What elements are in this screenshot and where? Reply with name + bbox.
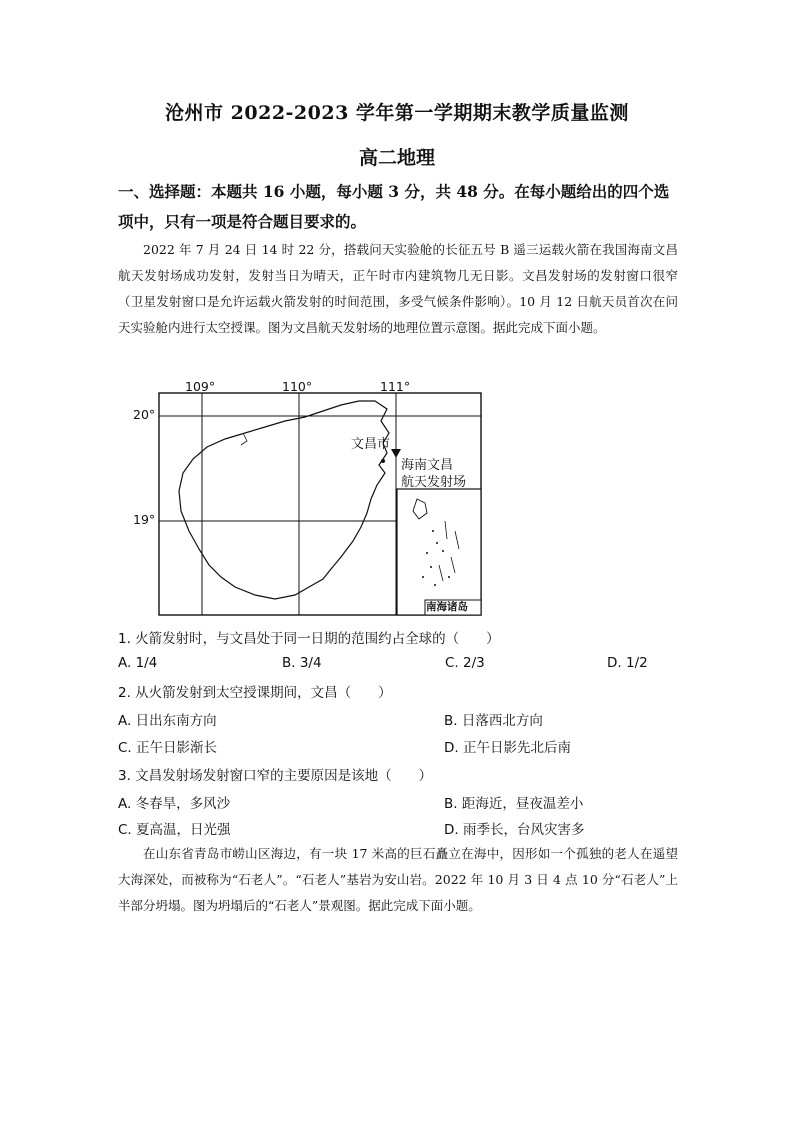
lon-label-111: 111° [380,379,411,394]
question-2-option-b: B. 日落西北方向 [444,713,543,729]
passage-1-text: 2022 年 7 月 24 日 14 时 22 分，搭载问天实验舱的长征五号 B 遥三运载火箭在我国海南文昌航天发射场成功发射，发射当日为晴天，正午时市内建筑物几无日影。文昌发射场的发射窗口很窄（卫星发射窗口是允许运载火箭发射的时间范围，多受气候条件影响）。10 月 12 日航天员首次在问天实验舱内进行太空授课。图为文昌航天发射场的地理位置示意图。据此完成下面小题。 [118,242,678,335]
page-title: 沧州市 2022-2023 学年第一学期期末教学质量监测 [165,102,629,124]
section-heading-line2: 项中，只有一项是符合题目要求的。 [118,212,367,231]
lat-label-20: 20° [133,407,156,422]
location-map [133,379,485,619]
question-2-stem: 2. 从火箭发射到太空授课期间，文昌（ ） [118,685,392,701]
passage-1 [118,237,678,341]
section-heading [118,177,683,237]
question-1-stem: 1. 火箭发射时，与文昌处于同一日期的范围约占全球的（ ） [118,631,500,647]
question-1-option-a: A. 1/4 [118,655,158,671]
page-subtitle: 高二地理 [358,147,435,169]
question-3-option-b: B. 距海近，昼夜温差小 [444,796,584,812]
question-3-option-d: D. 雨季长，台风灾害多 [444,822,585,838]
site-label-line1: 海南文昌 [401,458,454,473]
lon-label-109: 109° [185,379,216,394]
passage-2 [118,841,678,919]
site-label-line2: 航天发射场 [401,475,467,490]
map-graphic [155,381,485,619]
question-1-option-b: B. 3/4 [282,655,322,671]
passage-2-text: 在山东省青岛市崂山区海边，有一块 17 米高的巨石矗立在海中，因形如一个孤独的老人在遥望大海深处，而被称为“石老人”。“石老人”基岩为安山岩。2022 年 10 月 3 日 4 点 10 分“石老人”上半部分坍塌。图为坍塌后的“石老人”景观图。据此完成下面小题。 [118,846,678,913]
question-1-option-d: D. 1/2 [607,655,648,671]
inset-label: 南海诸岛 [426,601,468,613]
question-3-option-c: C. 夏高温，日光强 [118,822,231,838]
lat-label-19: 19° [133,512,156,527]
lon-label-110: 110° [282,379,313,394]
question-2-option-a: A. 日出东南方向 [118,713,217,729]
city-label: 文昌市 [351,437,391,452]
launch-site-marker-icon [391,449,401,458]
question-3-stem: 3. 文昌发射场发射窗口窄的主要原因是该地（ ） [118,768,433,784]
question-3-option-a: A. 冬春旱，多风沙 [118,796,231,812]
question-2-option-d: D. 正午日影先北后南 [444,740,571,756]
question-1-option-c: C. 2/3 [445,655,485,671]
question-2-option-c: C. 正午日影渐长 [118,740,218,756]
section-heading-line1: 一、选择题：本题共 16 小题，每小题 3 分，共 48 分。在每小题给出的四个选 [118,182,670,201]
